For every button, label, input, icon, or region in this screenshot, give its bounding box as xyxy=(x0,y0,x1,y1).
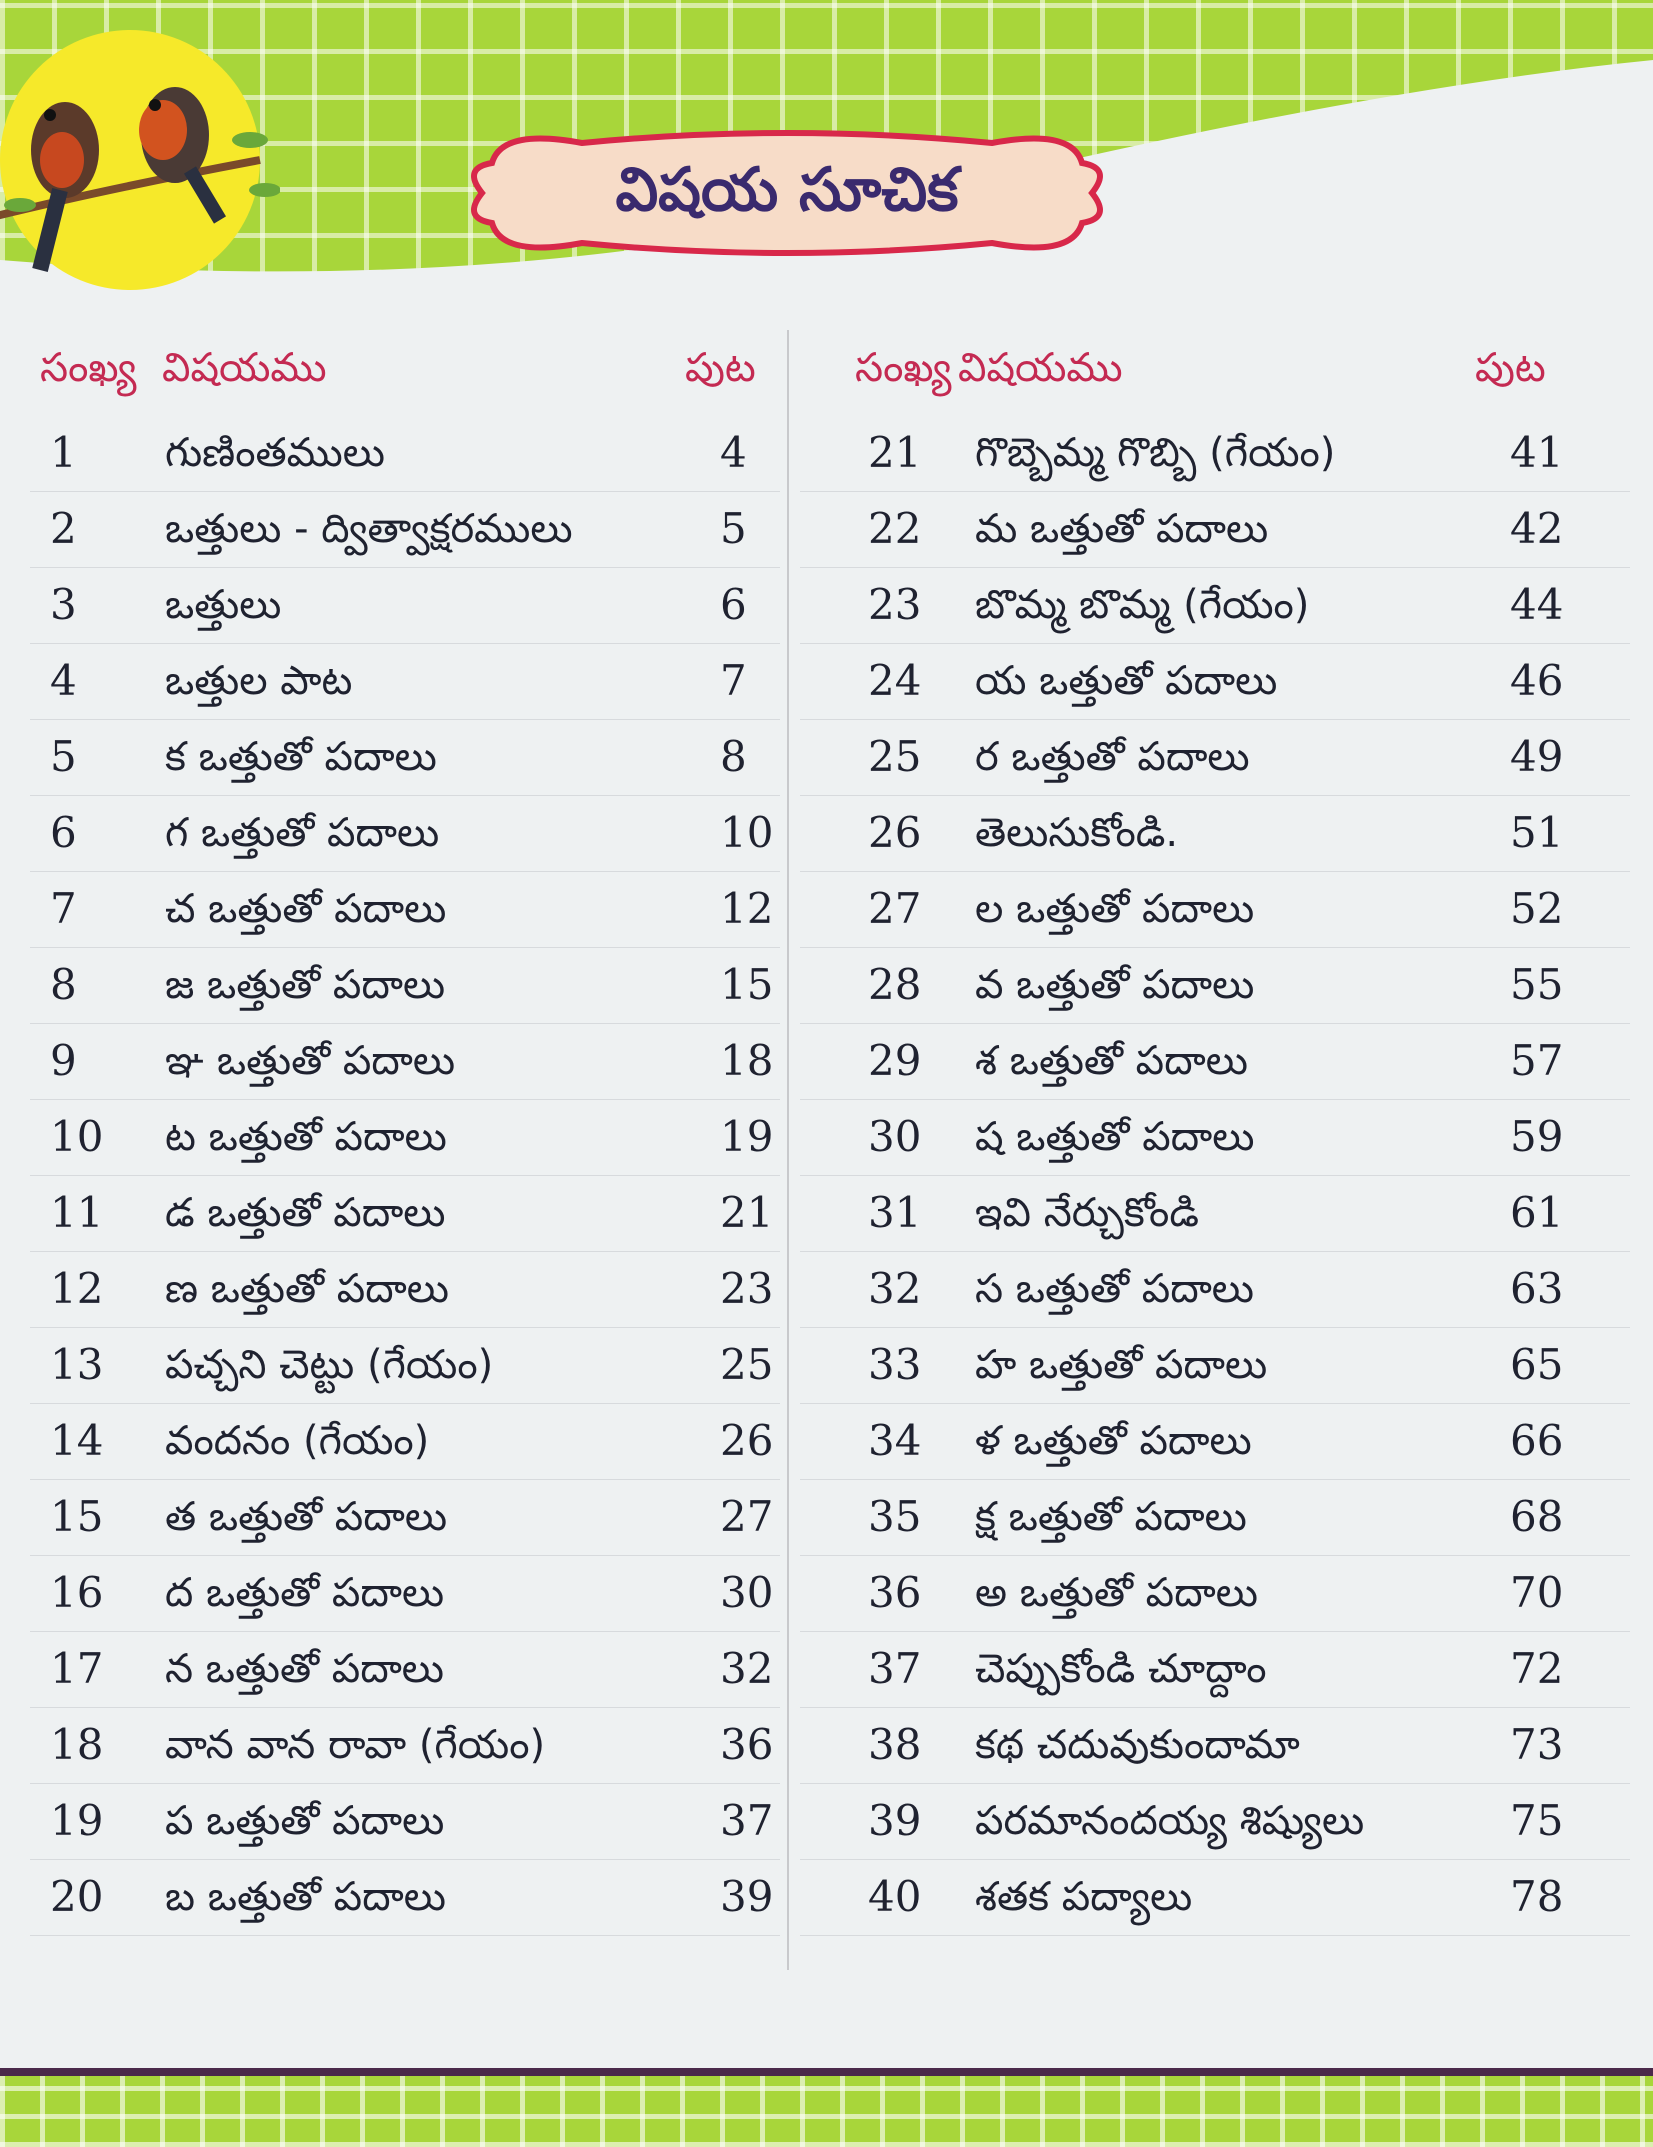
toc-row xyxy=(800,1707,1630,1784)
row-page: 44 xyxy=(1510,580,1564,629)
toc-row xyxy=(800,1403,1630,1480)
toc-row xyxy=(800,1175,1630,1252)
toc-row xyxy=(30,567,780,644)
row-number: 35 xyxy=(868,1492,922,1541)
row-number: 15 xyxy=(50,1492,104,1541)
toc-row xyxy=(800,1327,1630,1404)
row-page: 68 xyxy=(1510,1492,1564,1541)
toc-row xyxy=(30,491,780,568)
toc-row xyxy=(30,947,780,1024)
row-topic: హ ఒత్తుతో పదాలు xyxy=(975,1342,1268,1388)
toc-row xyxy=(800,567,1630,644)
row-topic: వాన వాన రావా (గేయం) xyxy=(165,1722,546,1768)
row-number: 17 xyxy=(50,1644,104,1693)
row-page: 7 xyxy=(720,656,747,705)
row-topic: ల ఒత్తుతో పదాలు xyxy=(975,886,1255,932)
row-number: 4 xyxy=(50,656,77,705)
row-page: 72 xyxy=(1510,1644,1564,1693)
row-number: 40 xyxy=(868,1872,922,1921)
toc-row xyxy=(30,1859,780,1936)
row-topic: స ఒత్తుతో పదాలు xyxy=(975,1266,1254,1312)
toc-row xyxy=(800,491,1630,568)
row-page: 61 xyxy=(1510,1188,1564,1237)
row-page: 32 xyxy=(720,1644,774,1693)
row-topic: తెలుసుకోండి. xyxy=(975,810,1179,856)
row-topic: ఒత్తుల పాట xyxy=(165,658,353,704)
row-number: 3 xyxy=(50,580,77,629)
row-number: 34 xyxy=(868,1416,922,1465)
row-page: 19 xyxy=(720,1112,774,1161)
row-number: 2 xyxy=(50,504,77,553)
toc-row xyxy=(800,1479,1630,1556)
row-topic: ఒత్తులు xyxy=(165,582,282,628)
row-page: 59 xyxy=(1510,1112,1564,1161)
row-number: 10 xyxy=(50,1112,104,1161)
row-topic: గ ఒత్తుతో పదాలు xyxy=(165,810,440,856)
row-topic: శ ఒత్తుతో పదాలు xyxy=(975,1038,1248,1084)
row-number: 8 xyxy=(50,960,77,1009)
toc-row xyxy=(800,1859,1630,1936)
row-topic: గుణింతములు xyxy=(165,430,385,476)
toc-row xyxy=(30,1327,780,1404)
row-topic: శతక పద్యాలు xyxy=(975,1874,1193,1920)
row-number: 18 xyxy=(50,1720,104,1769)
toc-row xyxy=(30,1403,780,1480)
row-page: 8 xyxy=(720,732,747,781)
row-number: 37 xyxy=(868,1644,922,1693)
header-topic: విషయము xyxy=(162,345,327,391)
row-page: 78 xyxy=(1510,1872,1564,1921)
row-number: 33 xyxy=(868,1340,922,1389)
row-topic: ప ఒత్తుతో పదాలు xyxy=(165,1798,445,1844)
row-page: 57 xyxy=(1510,1036,1564,1085)
row-topic: ళ ఒత్తుతో పదాలు xyxy=(975,1418,1252,1464)
row-number: 23 xyxy=(868,580,922,629)
toc-row xyxy=(30,1631,780,1708)
row-page: 4 xyxy=(720,428,747,477)
header-number: సంఖ్య xyxy=(855,345,952,391)
row-page: 66 xyxy=(1510,1416,1564,1465)
row-topic: వందనం (గేయం) xyxy=(165,1418,430,1464)
toc-row xyxy=(30,1783,780,1860)
row-topic: ష ఒత్తుతో పదాలు xyxy=(975,1114,1255,1160)
row-topic: ట ఒత్తుతో పదాలు xyxy=(165,1114,447,1160)
row-page: 26 xyxy=(720,1416,774,1465)
row-page: 70 xyxy=(1510,1568,1564,1617)
row-page: 15 xyxy=(720,960,774,1009)
toc-row xyxy=(30,1023,780,1100)
row-topic: ద ఒత్తుతో పదాలు xyxy=(165,1570,445,1616)
row-page: 23 xyxy=(720,1264,774,1313)
toc-row xyxy=(30,1099,780,1176)
row-page: 41 xyxy=(1510,428,1564,477)
row-page: 5 xyxy=(720,504,747,553)
row-topic: డ ఒత్తుతో పదాలు xyxy=(165,1190,446,1236)
header-page: పుట xyxy=(685,345,756,391)
row-topic: మ ఒత్తుతో పదాలు xyxy=(975,506,1269,552)
row-page: 49 xyxy=(1510,732,1564,781)
toc-row xyxy=(30,719,780,796)
row-number: 24 xyxy=(868,656,922,705)
row-number: 19 xyxy=(50,1796,104,1845)
row-page: 42 xyxy=(1510,504,1564,553)
toc-row xyxy=(30,1175,780,1252)
row-number: 29 xyxy=(868,1036,922,1085)
toc-row xyxy=(800,643,1630,720)
row-page: 18 xyxy=(720,1036,774,1085)
row-number: 26 xyxy=(868,808,922,857)
row-page: 30 xyxy=(720,1568,774,1617)
row-page: 27 xyxy=(720,1492,774,1541)
row-topic: ఒత్తులు - ద్విత్వాక్షరములు xyxy=(165,506,573,552)
toc-row xyxy=(800,1631,1630,1708)
row-number: 25 xyxy=(868,732,922,781)
toc-row xyxy=(30,1707,780,1784)
toc-row xyxy=(30,415,780,492)
row-topic: బొమ్మ బొమ్మ (గేయం) xyxy=(975,582,1310,628)
toc-row xyxy=(800,1555,1630,1632)
row-page: 21 xyxy=(720,1188,774,1237)
toc-row xyxy=(800,795,1630,872)
row-topic: బ ఒత్తుతో పదాలు xyxy=(165,1874,446,1920)
toc-row xyxy=(30,1251,780,1328)
row-topic: ఞ ఒత్తుతో పదాలు xyxy=(165,1038,456,1084)
toc-row xyxy=(800,415,1630,492)
header-page: పుట xyxy=(1475,345,1546,391)
row-number: 14 xyxy=(50,1416,104,1465)
row-number: 11 xyxy=(50,1188,104,1237)
row-number: 31 xyxy=(868,1188,922,1237)
row-number: 39 xyxy=(868,1796,922,1845)
row-number: 32 xyxy=(868,1264,922,1313)
row-number: 9 xyxy=(50,1036,77,1085)
row-number: 12 xyxy=(50,1264,104,1313)
row-page: 25 xyxy=(720,1340,774,1389)
row-number: 30 xyxy=(868,1112,922,1161)
bottom-green-band xyxy=(0,2068,1653,2147)
row-number: 38 xyxy=(868,1720,922,1769)
row-number: 36 xyxy=(868,1568,922,1617)
row-page: 52 xyxy=(1510,884,1564,933)
toc-row xyxy=(30,643,780,720)
toc-row xyxy=(800,1251,1630,1328)
row-number: 16 xyxy=(50,1568,104,1617)
toc-row xyxy=(30,871,780,948)
toc-row xyxy=(800,719,1630,796)
row-number: 21 xyxy=(868,428,922,477)
row-topic: పచ్చని చెట్టు (గేయం) xyxy=(165,1342,494,1388)
row-page: 75 xyxy=(1510,1796,1564,1845)
row-number: 22 xyxy=(868,504,922,553)
toc-row xyxy=(30,1479,780,1556)
row-topic: ర ఒత్తుతో పదాలు xyxy=(975,734,1250,780)
row-page: 10 xyxy=(720,808,774,857)
row-topic: చ ఒత్తుతో పదాలు xyxy=(165,886,447,932)
row-page: 65 xyxy=(1510,1340,1564,1389)
row-page: 63 xyxy=(1510,1264,1564,1313)
row-page: 39 xyxy=(720,1872,774,1921)
row-topic: జ ఒత్తుతో పదాలు xyxy=(165,962,446,1008)
row-topic: క్ష ఒత్తుతో పదాలు xyxy=(975,1494,1247,1540)
page-title: విషయ సూచిక xyxy=(615,155,959,225)
row-page: 12 xyxy=(720,884,774,933)
row-topic: చెప్పుకోండి చూద్దాం xyxy=(975,1646,1267,1692)
toc-row xyxy=(800,1023,1630,1100)
toc-row xyxy=(30,1555,780,1632)
header-number: సంఖ్య xyxy=(40,345,137,391)
row-topic: పరమానందయ్య శిష్యులు xyxy=(975,1798,1365,1844)
toc-row xyxy=(800,1783,1630,1860)
row-page: 6 xyxy=(720,580,747,629)
row-topic: అ ఒత్తుతో పదాలు xyxy=(975,1570,1258,1616)
header-topic: విషయము xyxy=(958,345,1123,391)
row-topic: గొబ్బెమ్మ గొబ్బి (గేయం) xyxy=(975,430,1336,476)
row-number: 7 xyxy=(50,884,77,933)
row-number: 6 xyxy=(50,808,77,857)
row-number: 1 xyxy=(50,428,77,477)
row-number: 5 xyxy=(50,732,77,781)
row-topic: ఇవి నేర్చుకోండి xyxy=(975,1190,1199,1236)
row-page: 73 xyxy=(1510,1720,1564,1769)
toc-row xyxy=(800,1099,1630,1176)
toc-row xyxy=(800,947,1630,1024)
row-topic: వ ఒత్తుతో పదాలు xyxy=(975,962,1255,1008)
row-number: 20 xyxy=(50,1872,104,1921)
row-number: 13 xyxy=(50,1340,104,1389)
row-page: 51 xyxy=(1510,808,1564,857)
row-number: 28 xyxy=(868,960,922,1009)
row-topic: ణ ఒత్తుతో పదాలు xyxy=(165,1266,449,1312)
toc-row xyxy=(30,795,780,872)
row-page: 46 xyxy=(1510,656,1564,705)
row-topic: య ఒత్తుతో పదాలు xyxy=(975,658,1278,704)
toc-row xyxy=(800,871,1630,948)
row-topic: కథ చదువుకుందామా xyxy=(975,1722,1300,1768)
row-page: 36 xyxy=(720,1720,774,1769)
column-divider xyxy=(787,330,789,1970)
row-topic: న ఒత్తుతో పదాలు xyxy=(165,1646,444,1692)
row-topic: త ఒత్తుతో పదాలు xyxy=(165,1494,448,1540)
row-page: 37 xyxy=(720,1796,774,1845)
row-page: 55 xyxy=(1510,960,1564,1009)
row-number: 27 xyxy=(868,884,922,933)
sun-decoration-icon xyxy=(0,20,280,290)
row-topic: క ఒత్తుతో పదాలు xyxy=(165,734,437,780)
